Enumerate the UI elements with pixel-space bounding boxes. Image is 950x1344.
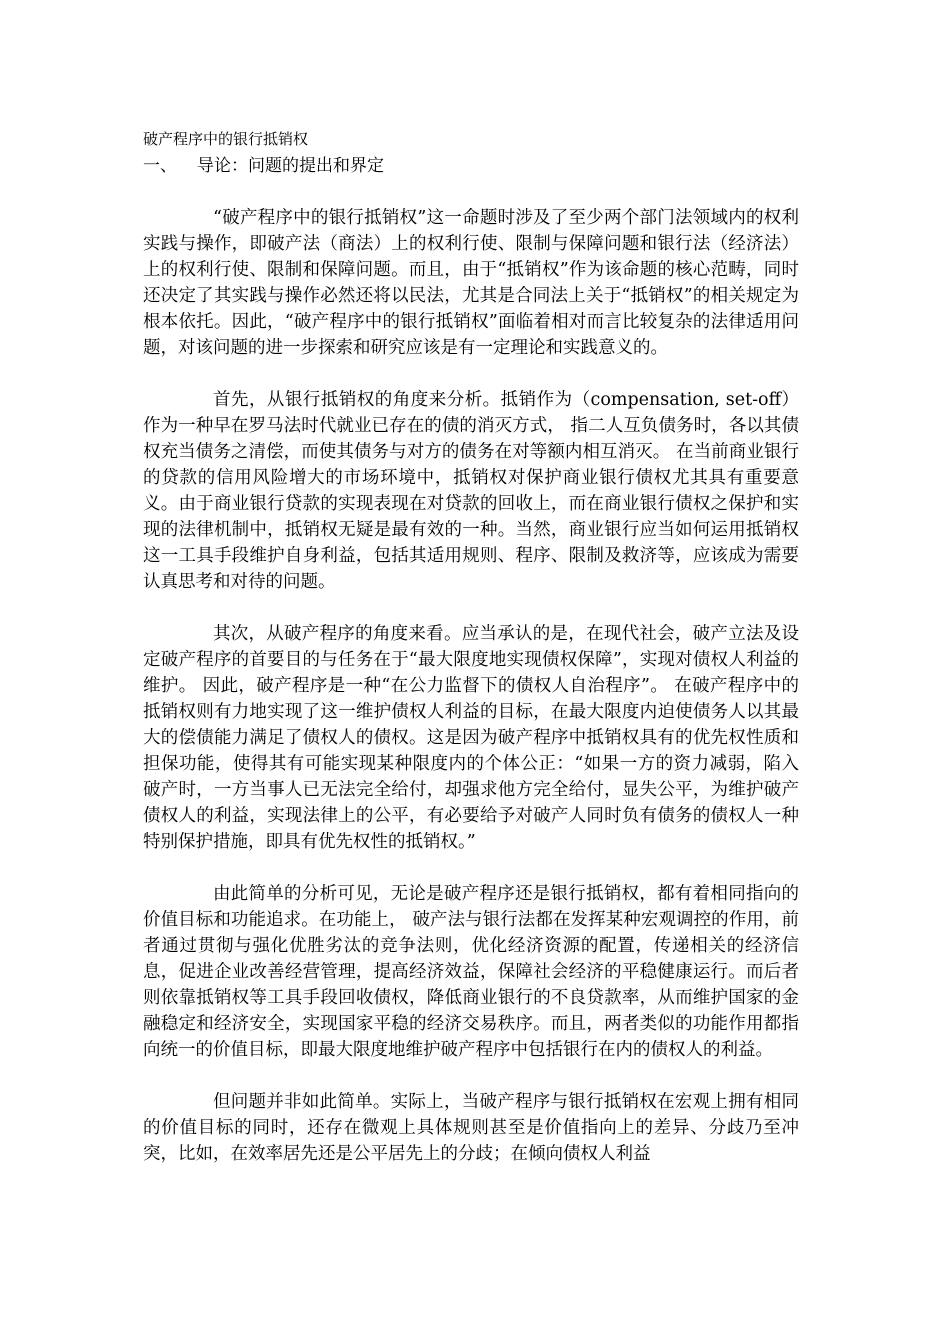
paragraph-bankruptcy-procedure: 其次，从破产程序的角度来看。应当承认的是，在现代社会，破产立法及设定破产程序的首要目的与任务在于“最大限度地实现债权保障”，实现对债权人利益的维护。 因此，破产程序是一种“在公力监督下的债权人自治程序”。 在破产程序中的抵销权则有力地实现了这一维护债权人利益的目标，在最大限度内迫使债务人以其最大的偿债能力满足了债权人的债权。这是因为破产程序中抵销权具有的优先权性质和担保功能，使得其有可能实现某种限度内的个体公正：“如果一方的资力减弱，陷入破产时，一方当事人已无法完全给付，却强求他方完全给付，显失公平，为维护破产债权人的利益，实现法律上的公平，有必要给予对破产人同时负有债务的债权人一种特别保护措施，即具有优先权性的抵销权。” bbox=[143, 624, 799, 852]
section-heading bbox=[143, 153, 384, 179]
section-number: 一、 bbox=[143, 156, 177, 176]
document-title: 破产程序中的银行抵销权 bbox=[143, 130, 309, 148]
paragraph-common-goals: 由此简单的分析可见，无论是破产程序还是银行抵销权，都有着相同指向的价值目标和功能追求。在功能上， 破产法与银行法都在发挥某种宏观调控的作用，前者通过贯彻与强化优胜劣汰的竞争法则，优化经济资源的配置，传递相关的经济信息，促进企业改善经营管理，提高经济效益，保障社会经济的平稳健康运行。而后者则依靠抵销权等工具手段回收债权，降低商业银行的不良贷款率，从而维护国家的金融稳定和经济安全，实现国家平稳的经济交易秩序。而且，两者类似的功能作用都指向统一的价值目标，即最大限度地维护破产程序中包括银行在内的债权人的利益。 bbox=[143, 884, 799, 1060]
paragraph-bank-setoff: 首先，从银行抵销权的角度来分析。抵销作为（compensation, set-off）作为一种早在罗马法时代就业已存在的债的消灭方式， 指二人互负债务时，各以其债权充当债务之清偿，而使其债务与对方的债务在对等额内相互消灭。 在当前商业银行的贷款的信用风险增大的市场环境中，抵销权对保护商业银行债权尤其具有重要意义。由于商业银行贷款的实现表现在对贷款的回收上，而在商业银行债权之保护和实现的法律机制中，抵销权无疑是最有效的一种。当然，商业银行应当如何运用抵销权这一工具手段维护自身利益，包括其适用规则、程序、限制及救济等，应该成为需要认真思考和对待的问题。 bbox=[143, 390, 799, 592]
paragraph-conflicts: 但问题并非如此简单。实际上，当破产程序与银行抵销权在宏观上拥有相同的价值目标的同时，还存在微观上具体规则甚至是价值指向上的差异、分歧乃至冲突，比如，在效率居先还是公平居先上的分歧；在倾向债权人利益 bbox=[143, 1092, 799, 1164]
section-title: 导论：问题的提出和界定 bbox=[197, 156, 384, 176]
paragraph-intro: “破产程序中的银行抵销权”这一命题时涉及了至少两个部门法领域内的权利实践与操作，即破产法（商法）上的权利行使、限制与保障问题和银行法（经济法）上的权利行使、限制和保障问题。而且，由于“抵销权”作为该命题的核心范畴，同时还决定了其实践与操作必然还将以民法，尤其是合同法上关于“抵销权”的相关规定为根本依托。因此，“破产程序中的银行抵销权”面临着相对而言比较复杂的法律适用问题，对该问题的进一步探索和研究应该是有一定理论和实践意义的。 bbox=[143, 208, 799, 358]
body-text bbox=[143, 205, 799, 1193]
